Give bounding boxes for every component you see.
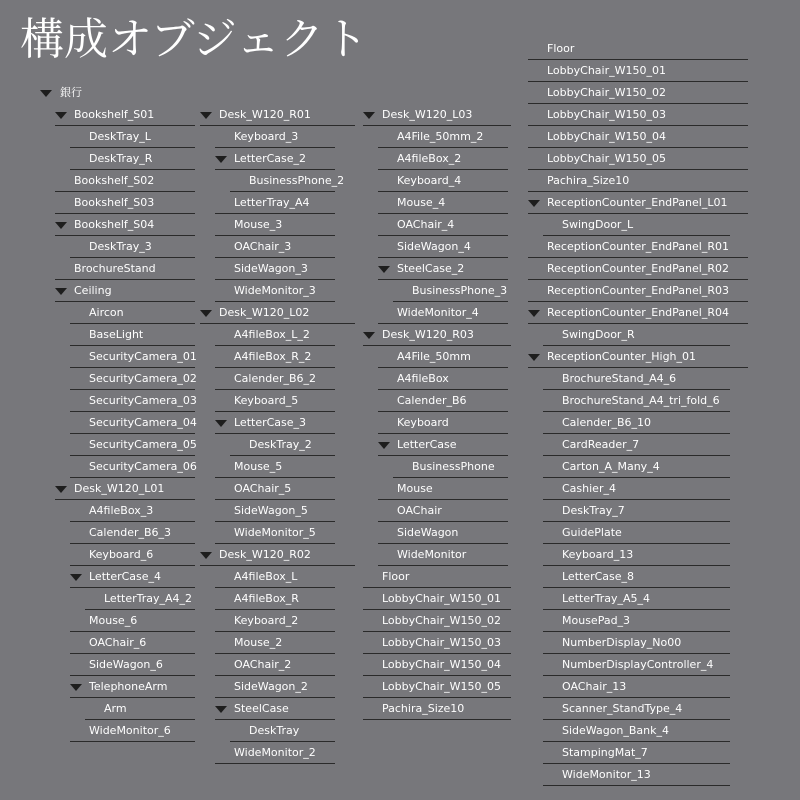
tree-node[interactable] [528,170,748,192]
tree-node[interactable] [70,390,195,412]
tree-node[interactable] [543,456,730,478]
tree-node-label: LetterCase_3 [234,416,307,429]
tree-group-node[interactable] [70,676,195,698]
tree-node[interactable] [215,390,335,412]
expand-triangle-icon[interactable] [363,332,375,339]
tree-node-label: LetterCase [397,438,457,451]
tree-node-label: Arm [104,702,127,715]
tree-node-label: OAChair_4 [397,218,455,231]
tree-node[interactable] [363,632,511,654]
tree-node[interactable] [543,676,730,698]
tree-node-label: OAChair [397,504,442,517]
tree-group-node[interactable] [215,698,335,720]
tree-node[interactable] [70,522,195,544]
tree-node[interactable] [85,588,195,610]
tree-node-label: SideWagon_4 [397,240,471,253]
tree-node-label: LobbyChair_W150_05 [382,680,501,693]
tree-node-label: Mouse_2 [234,636,283,649]
tree-node[interactable] [85,698,195,720]
tree-node-label: Keyboard_13 [562,548,634,561]
expand-triangle-icon[interactable] [55,112,67,119]
tree-node-label: SecurityCamera_04 [89,416,197,429]
tree-node-label: LetterCase_8 [562,570,635,583]
tree-node[interactable] [378,478,508,500]
tree-group-node[interactable] [378,258,508,280]
tree-node[interactable] [215,588,335,610]
tree-node-label: OAChair_6 [89,636,147,649]
tree-node-label: WideMonitor_3 [234,284,316,297]
tree-node-label: Calender_B6_2 [234,372,317,385]
tree-group-node[interactable] [363,324,511,346]
tree-node-label: Keyboard [397,416,449,429]
tree-node-label: LetterTray_A5_4 [562,592,651,605]
tree-node[interactable] [378,214,508,236]
tree-node-label: SideWagon_Bank_4 [562,724,670,737]
tree-node[interactable] [378,368,508,390]
tree-node-label: DeskTray_2 [249,438,312,451]
tree-node-label: A4fileBox_R [234,592,299,605]
tree-node-label: Bookshelf_S04 [74,218,155,231]
tree-node[interactable] [55,192,195,214]
tree-node[interactable] [230,720,335,742]
tree-node[interactable] [543,522,730,544]
tree-node-label: ReceptionCounter_EndPanel_L01 [547,196,728,209]
tree-node[interactable] [70,346,195,368]
tree-node[interactable] [215,368,335,390]
tree-node-label: NumberDisplayController_4 [562,658,714,671]
tree-node-label: TelephoneArm [89,680,168,693]
tree-node[interactable] [363,566,511,588]
tree-node-label: Pachira_Size10 [547,174,630,187]
tree-node[interactable] [215,566,335,588]
expand-triangle-icon[interactable] [215,420,227,427]
tree-node-label: A4fileBox_L_2 [234,328,310,341]
tree-node-label: BusinessPhone_2 [249,174,345,187]
tree-node[interactable] [378,236,508,258]
tree-node[interactable] [70,720,195,742]
tree-node-label: LobbyChair_W150_05 [547,152,666,165]
tree-group-node[interactable] [215,412,335,434]
tree-node-label: WideMonitor_6 [89,724,171,737]
tree-node[interactable] [543,742,730,764]
tree-node[interactable] [70,456,195,478]
tree-node-label: GuidePlate [562,526,622,539]
tree-node-label: WideMonitor [397,548,467,561]
expand-triangle-icon[interactable] [363,112,375,119]
tree-node-label: A4fileBox [397,372,449,385]
tree-node-label: LobbyChair_W150_04 [382,658,501,671]
tree-node[interactable] [528,148,748,170]
tree-node-label: SecurityCamera_02 [89,372,197,385]
tree-node[interactable] [215,280,335,302]
tree-node-label: DeskTray_3 [89,240,152,253]
tree-node[interactable] [70,236,195,258]
tree-node-label: WideMonitor_2 [234,746,316,759]
tree-node[interactable] [528,104,748,126]
tree-node-label: Calender_B6_3 [89,526,172,539]
tree-node[interactable] [70,126,195,148]
tree-node[interactable] [70,148,195,170]
tree-group-node[interactable] [215,148,335,170]
tree-node[interactable] [378,522,508,544]
tree-node-label: LobbyChair_W150_04 [547,130,666,143]
tree-node-label: Floor [547,42,575,55]
tree-node-label: DeskTray_R [89,152,153,165]
tree-node-label: BusinessPhone_3 [412,284,508,297]
tree-node-label: CardReader_7 [562,438,640,451]
tree-node-label: SteelCase_2 [397,262,465,275]
tree-node[interactable] [378,544,508,566]
tree-node-label: BusinessPhone [412,460,495,473]
tree-group-node[interactable] [55,104,195,126]
tree-node[interactable] [393,280,508,302]
tree-node[interactable] [70,434,195,456]
tree-node-label: Bookshelf_S02 [74,174,155,187]
tree-node[interactable] [528,280,748,302]
expand-triangle-icon[interactable] [528,310,540,317]
tree-node-label: Floor [382,570,410,583]
tree-node[interactable] [55,170,195,192]
tree-node-label: ReceptionCounter_High_01 [547,350,697,363]
tree-node-label: Pachira_Size10 [382,702,465,715]
tree-node[interactable] [543,720,730,742]
tree-node-label: SecurityCamera_03 [89,394,197,407]
tree-node[interactable] [215,676,335,698]
tree-node[interactable] [378,412,508,434]
tree-node-label: Desk_W120_R02 [219,548,311,561]
tree-node-label: StampingMat_7 [562,746,648,759]
tree-node-label: LobbyChair_W150_03 [382,636,501,649]
tree-node[interactable] [543,566,730,588]
tree-node[interactable] [363,676,511,698]
tree-node[interactable] [543,544,730,566]
tree-node-label: LobbyChair_W150_01 [547,64,666,77]
tree-node-label: SecurityCamera_06 [89,460,197,473]
tree-node[interactable] [215,324,335,346]
expand-triangle-icon[interactable] [200,112,212,119]
expand-triangle-icon[interactable] [215,706,227,713]
tree-group-node[interactable] [70,566,195,588]
tree-node-label: Desk_W120_R01 [219,108,311,121]
tree-node[interactable] [70,500,195,522]
tree-node-label: A4File_50mm_2 [397,130,484,143]
tree-node-label: SideWagon_2 [234,680,308,693]
tree-group-node[interactable] [363,104,511,126]
tree-node[interactable] [543,654,730,676]
tree-node-label: BaseLight [89,328,144,341]
tree-node-label: ReceptionCounter_EndPanel_R02 [547,262,729,275]
tree-node[interactable] [70,610,195,632]
tree-node[interactable] [378,192,508,214]
tree-node[interactable] [528,126,748,148]
tree-node[interactable] [543,588,730,610]
tree-node-label: ReceptionCounter_EndPanel_R01 [547,240,729,253]
tree-node[interactable] [528,60,748,82]
tree-node-label: SwingDoor_R [562,328,635,341]
tree-node-label: WideMonitor_5 [234,526,316,539]
tree-node-label: OAChair_5 [234,482,292,495]
tree-node[interactable] [70,302,195,324]
tree-root-label: 銀行 [60,86,82,99]
tree-node-label: Desk_W120_R03 [382,328,474,341]
tree-node-label: Carton_A_Many_4 [562,460,660,473]
tree-node-label: A4File_50mm [397,350,471,363]
tree-node-label: Keyboard_6 [89,548,154,561]
tree-node-label: SideWagon_5 [234,504,308,517]
tree-group-node[interactable] [55,280,195,302]
tree-node[interactable] [528,236,748,258]
tree-node-label: LetterCase_2 [234,152,307,165]
tree-node-label: Scanner_StandType_4 [562,702,683,715]
tree-node[interactable] [215,610,335,632]
tree-node[interactable] [528,38,748,60]
tree-node[interactable] [70,368,195,390]
tree-node-label: OAChair_3 [234,240,292,253]
expand-triangle-icon[interactable] [215,156,227,163]
tree-node-label: LobbyChair_W150_03 [547,108,666,121]
tree-node-label: ReceptionCounter_EndPanel_R03 [547,284,729,297]
tree-node-label: Desk_W120_L02 [219,306,310,319]
tree-node[interactable] [215,192,335,214]
tree-node[interactable] [215,632,335,654]
expand-triangle-icon[interactable] [55,222,67,229]
tree-node-label: LetterTray_A4_2 [104,592,193,605]
tree-node-label: Mouse_3 [234,218,283,231]
page-title: 構成オブジェクト [20,14,369,65]
tree-node-label: A4fileBox_L [234,570,298,583]
tree-node[interactable] [378,390,508,412]
tree-node[interactable] [215,214,335,236]
tree-node[interactable] [70,324,195,346]
tree-node[interactable] [543,500,730,522]
tree-node-label: A4fileBox_3 [89,504,154,517]
tree-node-label: Mouse_5 [234,460,283,473]
tree-node[interactable] [543,698,730,720]
tree-node[interactable] [215,654,335,676]
tree-node[interactable] [543,434,730,456]
expand-triangle-icon[interactable] [200,310,212,317]
tree-node[interactable] [528,258,748,280]
tree-node[interactable] [215,258,335,280]
tree-node-label: Calender_B6 [397,394,467,407]
tree-node[interactable] [215,236,335,258]
tree-node-label: SideWagon_3 [234,262,308,275]
tree-group-node[interactable] [200,544,355,566]
tree-node-label: Keyboard_2 [234,614,299,627]
tree-node-label: Bookshelf_S03 [74,196,155,209]
tree-node[interactable] [543,324,730,346]
expand-triangle-icon[interactable] [70,684,82,691]
tree-group-node[interactable] [55,478,195,500]
tree-node[interactable] [543,412,730,434]
tree-node-label: Desk_W120_L01 [74,482,165,495]
tree-node[interactable] [363,698,511,720]
tree-node-label: SteelCase [234,702,289,715]
tree-node[interactable] [215,522,335,544]
tree-node-label: BrochureStand [74,262,156,275]
expand-triangle-icon[interactable] [55,288,67,295]
tree-node[interactable] [55,258,195,280]
tree-node-label: Calender_B6_10 [562,416,652,429]
tree-node[interactable] [378,500,508,522]
tree-node-label: ReceptionCounter_EndPanel_R04 [547,306,729,319]
tree-node[interactable] [543,478,730,500]
tree-group-node[interactable] [55,214,195,236]
tree-node-label: SideWagon [397,526,459,539]
tree-node-label: SecurityCamera_01 [89,350,197,363]
tree-group-node[interactable] [200,302,355,324]
expand-triangle-icon[interactable] [528,354,540,361]
expand-triangle-icon[interactable] [200,552,212,559]
expand-triangle-icon[interactable] [55,486,67,493]
tree-node-label: Keyboard_5 [234,394,299,407]
tree-node[interactable] [543,610,730,632]
tree-node-label: LobbyChair_W150_02 [382,614,501,627]
tree-node[interactable] [230,170,345,192]
tree-node-label: DeskTray_7 [562,504,625,517]
expand-triangle-icon[interactable] [378,442,390,449]
tree-node[interactable] [215,478,335,500]
tree-node[interactable] [378,302,508,324]
expand-triangle-icon[interactable] [70,574,82,581]
tree-node-label: DeskTray_L [89,130,151,143]
expand-triangle-icon[interactable] [528,200,540,207]
tree-node-label: BrochureStand_A4_6 [562,372,677,385]
tree-node-label: WideMonitor_4 [397,306,479,319]
tree-node-label: Aircon [89,306,124,319]
tree-node[interactable] [215,346,335,368]
tree-group-node[interactable] [378,434,508,456]
tree-node-label: Cashier_4 [562,482,616,495]
tree-node-label: Mouse [397,482,433,495]
tree-node-label: A4fileBox_2 [397,152,462,165]
tree-node-label: MousePad_3 [562,614,631,627]
tree-node[interactable] [363,610,511,632]
tree-node[interactable] [70,412,195,434]
tree-node[interactable] [378,346,508,368]
tree-node[interactable] [378,126,508,148]
tree-node-label: SideWagon_6 [89,658,163,671]
tree-node-label: SwingDoor_L [562,218,634,231]
tree-node-label: Mouse_4 [397,196,446,209]
tree-node[interactable] [378,170,508,192]
tree-group-node[interactable] [528,302,748,324]
tree-node[interactable] [215,456,335,478]
tree-node-label: A4fileBox_R_2 [234,350,312,363]
tree-node[interactable] [543,390,730,412]
tree-node-label: OAChair_13 [562,680,627,693]
tree-node-label: LobbyChair_W150_01 [382,592,501,605]
tree-group-node[interactable] [528,346,748,368]
tree-node-label: WideMonitor_13 [562,768,651,781]
tree-group-node[interactable] [528,192,748,214]
tree-node-label: Keyboard_3 [234,130,299,143]
tree-group-node[interactable] [200,104,355,126]
expand-triangle-icon[interactable] [40,90,52,97]
tree-node-label: LetterCase_4 [89,570,162,583]
tree-node[interactable] [70,654,195,676]
expand-triangle-icon[interactable] [378,266,390,273]
tree-node-label: Mouse_6 [89,614,138,627]
tree-node-label: Ceiling [74,284,112,297]
tree-node-label: LetterTray_A4 [234,196,310,209]
tree-node[interactable] [543,632,730,654]
tree-node[interactable] [215,742,335,764]
tree-node[interactable] [363,654,511,676]
tree-node-label: SecurityCamera_05 [89,438,197,451]
tree-node-label: Keyboard_4 [397,174,462,187]
tree-node[interactable] [70,544,195,566]
tree-node[interactable] [215,500,335,522]
tree-node-label: LobbyChair_W150_02 [547,86,666,99]
tree-node[interactable] [543,368,730,390]
tree-node-label: DeskTray [249,724,300,737]
tree-node-label: NumberDisplay_No00 [562,636,682,649]
tree-node-label: BrochureStand_A4_tri_fold_6 [562,394,720,407]
tree-node-label: Bookshelf_S01 [74,108,155,121]
tree-node[interactable] [543,764,730,786]
tree-node-label: OAChair_2 [234,658,292,671]
tree-node[interactable] [378,148,508,170]
tree-node[interactable] [230,434,335,456]
tree-node[interactable] [393,456,508,478]
tree-node[interactable] [363,588,511,610]
tree-node[interactable] [543,214,730,236]
tree-node[interactable] [215,126,335,148]
tree-node-label: Desk_W120_L03 [382,108,473,121]
tree-node[interactable] [528,82,748,104]
tree-node[interactable] [70,632,195,654]
